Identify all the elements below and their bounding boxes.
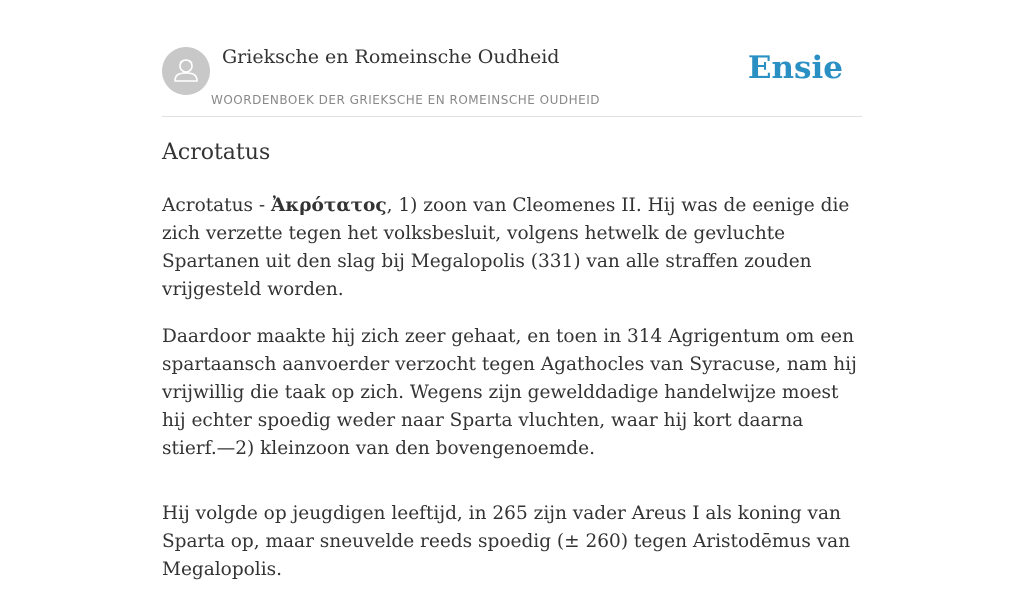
site-header	[162, 40, 862, 117]
site-subtitle: WOORDENBOEK DER GRIEKSCHE EN ROMEINSCHE OUDHEID	[211, 93, 601, 107]
greek-name: Ἀκρότατος	[271, 195, 387, 216]
paragraph-1-text: , 1) zoon van Cleomenes II. Hij was de eenige die zich verzette tegen het volksbesluit, volgens hetwelk de gevluchte Spartanen uit den slag bij Megalopolis (331) van alle straffen zouden vrijgesteld worden.	[162, 195, 850, 300]
site-title[interactable]: Grieksche en Romeinsche Oudheid	[222, 46, 560, 68]
paragraph-1	[162, 192, 862, 304]
page-title: Acrotatus	[162, 140, 271, 165]
paragraph-2: Daardoor maakte hij zich zeer gehaat, en toen in 314 Agrigentum om een spartaansch aanvoerder verzocht tegen Agathocles van Syracuse, nam hij vrijwillig die taak op zich. Wegens zijn gewelddadige handelwijze moest hij echter spoedig weder naar Sparta vluchten, waar hij kort daarna stierf.—2) kleinzoon van den bovengenoemde.	[162, 326, 857, 459]
user-icon	[162, 47, 210, 95]
paragraph-3: Hij volgde op jeugdigen leeftijd, in 265 zijn vader Areus I als koning van Sparta op, maar sneuvelde reeds spoedig (± 260) tegen Aristodēmus van Megalopolis.	[162, 503, 851, 580]
avatar[interactable]	[162, 47, 210, 95]
entry-lead: Acrotatus -	[162, 195, 272, 216]
brand-logo[interactable]: Ensie	[747, 50, 843, 86]
article-body	[162, 192, 862, 603]
